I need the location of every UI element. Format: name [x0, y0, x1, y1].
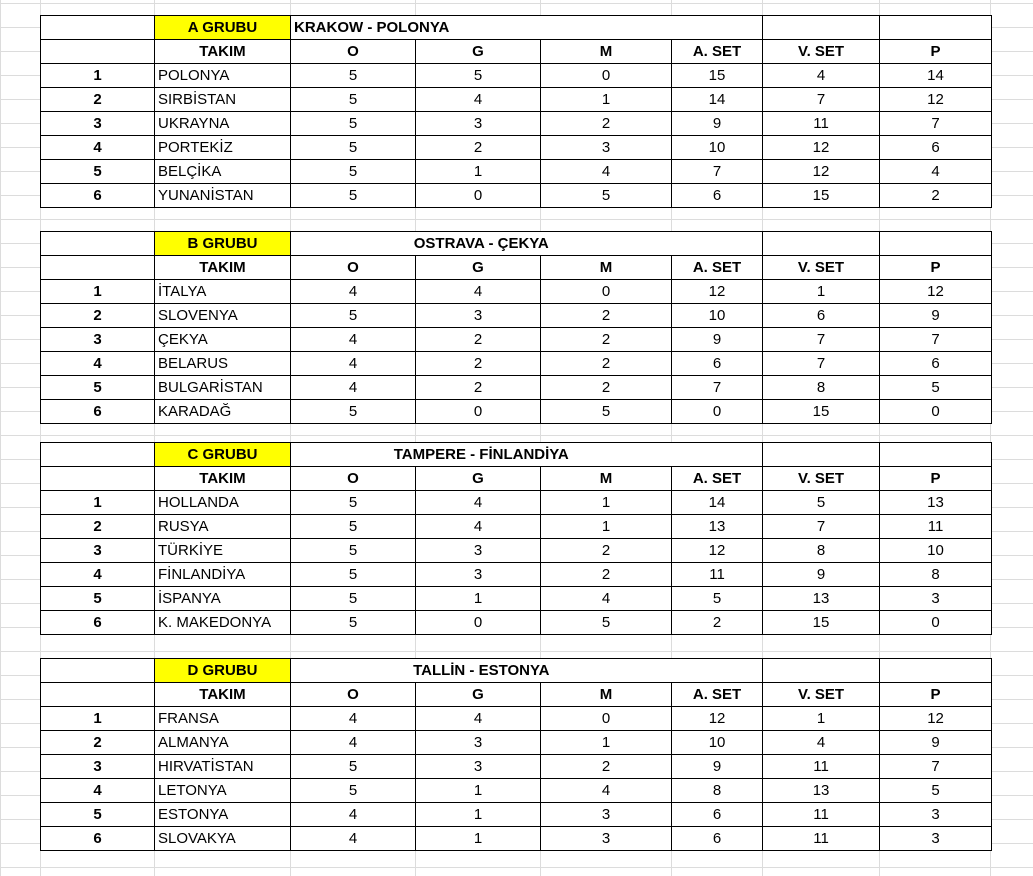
stat-cell[interactable]: 5: [291, 563, 416, 587]
team-name-cell[interactable]: TÜRKİYE: [155, 539, 291, 563]
team-name-cell[interactable]: YUNANİSTAN: [155, 184, 291, 208]
team-name-cell[interactable]: FRANSA: [155, 707, 291, 731]
table-row: [41, 64, 992, 88]
stat-cell[interactable]: 10: [880, 539, 992, 563]
table-row: [41, 827, 992, 851]
stat-cell[interactable]: 10: [672, 136, 763, 160]
stat-cell[interactable]: 3: [880, 803, 992, 827]
empty-cell[interactable]: [672, 659, 763, 683]
stat-cell[interactable]: 6: [672, 184, 763, 208]
stat-cell[interactable]: 9: [672, 755, 763, 779]
rank-cell[interactable]: 3: [41, 112, 155, 136]
table-row: [41, 376, 992, 400]
stat-cell[interactable]: 12: [763, 160, 880, 184]
rank-cell[interactable]: 3: [41, 328, 155, 352]
stat-cell[interactable]: 5: [291, 184, 416, 208]
column-header[interactable]: TAKIM: [155, 40, 291, 64]
stat-cell[interactable]: 4: [416, 88, 541, 112]
column-header[interactable]: A. SET: [672, 40, 763, 64]
table-row: [41, 136, 992, 160]
team-name-cell[interactable]: SLOVAKYA: [155, 827, 291, 851]
group-title-row: [41, 659, 992, 683]
column-header[interactable]: A. SET: [672, 683, 763, 707]
column-header-row: [41, 256, 992, 280]
stat-cell[interactable]: 1: [416, 779, 541, 803]
column-header[interactable]: O: [291, 683, 416, 707]
column-header[interactable]: O: [291, 40, 416, 64]
stat-cell[interactable]: 0: [880, 400, 992, 424]
stat-cell[interactable]: 13: [763, 779, 880, 803]
column-header[interactable]: G: [416, 256, 541, 280]
stat-cell[interactable]: 0: [672, 400, 763, 424]
stat-cell[interactable]: 4: [291, 827, 416, 851]
stat-cell[interactable]: 13: [763, 587, 880, 611]
stat-cell[interactable]: 4: [541, 160, 672, 184]
table-row: [41, 352, 992, 376]
table-row: [41, 587, 992, 611]
group-table: [40, 658, 992, 851]
rank-cell[interactable]: 6: [41, 400, 155, 424]
column-header[interactable]: TAKIM: [155, 467, 291, 491]
empty-cell[interactable]: [41, 467, 155, 491]
group-title-row: [41, 443, 992, 467]
stat-cell[interactable]: 5: [880, 779, 992, 803]
column-header[interactable]: M: [541, 683, 672, 707]
stat-cell[interactable]: 5: [672, 587, 763, 611]
stat-cell[interactable]: 5: [291, 64, 416, 88]
rank-cell[interactable]: 2: [41, 515, 155, 539]
stat-cell[interactable]: 5: [291, 779, 416, 803]
table-row: [41, 539, 992, 563]
stat-cell[interactable]: 0: [416, 184, 541, 208]
empty-cell[interactable]: [880, 443, 992, 467]
stat-cell[interactable]: 2: [416, 352, 541, 376]
stat-cell[interactable]: 8: [763, 539, 880, 563]
stat-cell[interactable]: 8: [880, 563, 992, 587]
stat-cell[interactable]: 11: [880, 515, 992, 539]
stat-cell[interactable]: 5: [291, 539, 416, 563]
table-row: [41, 515, 992, 539]
stat-cell[interactable]: 4: [541, 779, 672, 803]
stat-cell[interactable]: 9: [880, 731, 992, 755]
rank-cell[interactable]: 5: [41, 587, 155, 611]
table-row: [41, 779, 992, 803]
stat-cell[interactable]: 3: [541, 803, 672, 827]
stat-cell[interactable]: 2: [541, 376, 672, 400]
team-name-cell[interactable]: PORTEKİZ: [155, 136, 291, 160]
group-name[interactable]: C GRUBU: [155, 443, 291, 467]
group-name[interactable]: D GRUBU: [155, 659, 291, 683]
column-header[interactable]: G: [416, 40, 541, 64]
stat-cell[interactable]: 1: [763, 707, 880, 731]
stat-cell[interactable]: 4: [880, 160, 992, 184]
team-name-cell[interactable]: LETONYA: [155, 779, 291, 803]
rank-cell[interactable]: 1: [41, 707, 155, 731]
rank-cell[interactable]: 3: [41, 539, 155, 563]
stat-cell[interactable]: 2: [541, 539, 672, 563]
stat-cell[interactable]: 5: [291, 160, 416, 184]
column-header[interactable]: P: [880, 683, 992, 707]
stat-cell[interactable]: 4: [291, 352, 416, 376]
team-name-cell[interactable]: BULGARİSTAN: [155, 376, 291, 400]
column-header[interactable]: P: [880, 256, 992, 280]
stat-cell[interactable]: 5: [291, 112, 416, 136]
stat-cell[interactable]: 11: [763, 827, 880, 851]
empty-cell[interactable]: [41, 40, 155, 64]
rank-cell[interactable]: 4: [41, 352, 155, 376]
column-header[interactable]: V. SET: [763, 40, 880, 64]
stat-cell[interactable]: 5: [541, 184, 672, 208]
stat-cell[interactable]: 10: [672, 304, 763, 328]
stat-cell[interactable]: 3: [416, 304, 541, 328]
rank-cell[interactable]: 6: [41, 184, 155, 208]
stat-cell[interactable]: 12: [880, 88, 992, 112]
empty-cell[interactable]: [41, 256, 155, 280]
stat-cell[interactable]: 8: [763, 376, 880, 400]
stat-cell[interactable]: 1: [416, 587, 541, 611]
stat-cell[interactable]: 11: [763, 755, 880, 779]
stat-cell[interactable]: 2: [541, 304, 672, 328]
stat-cell[interactable]: 5: [763, 491, 880, 515]
group-city[interactable]: TAMPERE - FİNLANDİYA: [291, 443, 672, 467]
team-name-cell[interactable]: POLONYA: [155, 64, 291, 88]
stat-cell[interactable]: 5: [416, 64, 541, 88]
empty-cell[interactable]: [880, 232, 992, 256]
column-header[interactable]: A. SET: [672, 256, 763, 280]
stat-cell[interactable]: 2: [541, 328, 672, 352]
stat-cell[interactable]: 15: [763, 184, 880, 208]
empty-cell[interactable]: [672, 16, 763, 40]
table-row: [41, 611, 992, 635]
column-header[interactable]: O: [291, 467, 416, 491]
stat-cell[interactable]: 15: [763, 611, 880, 635]
stat-cell[interactable]: 3: [541, 136, 672, 160]
stat-cell[interactable]: 3: [416, 112, 541, 136]
stat-cell[interactable]: 5: [291, 755, 416, 779]
stat-cell[interactable]: 5: [541, 400, 672, 424]
stat-cell[interactable]: 3: [416, 755, 541, 779]
stat-cell[interactable]: 3: [880, 827, 992, 851]
stat-cell[interactable]: 6: [672, 803, 763, 827]
stat-cell[interactable]: 4: [763, 64, 880, 88]
column-header[interactable]: P: [880, 40, 992, 64]
table-row: [41, 184, 992, 208]
stat-cell[interactable]: 4: [291, 707, 416, 731]
rank-cell[interactable]: 4: [41, 563, 155, 587]
column-header[interactable]: V. SET: [763, 467, 880, 491]
stat-cell[interactable]: 8: [672, 779, 763, 803]
team-name-cell[interactable]: KARADAĞ: [155, 400, 291, 424]
column-header[interactable]: G: [416, 467, 541, 491]
stat-cell[interactable]: 7: [880, 328, 992, 352]
rank-cell[interactable]: 6: [41, 611, 155, 635]
group-table: [40, 15, 992, 208]
stat-cell[interactable]: 1: [763, 280, 880, 304]
team-name-cell[interactable]: SIRBİSTAN: [155, 88, 291, 112]
stat-cell[interactable]: 2: [541, 112, 672, 136]
empty-cell[interactable]: [880, 16, 992, 40]
stat-cell[interactable]: 14: [672, 88, 763, 112]
rank-cell[interactable]: 2: [41, 88, 155, 112]
empty-cell[interactable]: [41, 232, 155, 256]
stat-cell[interactable]: 4: [291, 731, 416, 755]
stat-cell[interactable]: 4: [416, 707, 541, 731]
rank-cell[interactable]: 1: [41, 491, 155, 515]
stat-cell[interactable]: 6: [880, 352, 992, 376]
stat-cell[interactable]: 6: [672, 352, 763, 376]
stat-cell[interactable]: 2: [416, 376, 541, 400]
table-row: [41, 755, 992, 779]
stat-cell[interactable]: 12: [880, 707, 992, 731]
team-name-cell[interactable]: HIRVATİSTAN: [155, 755, 291, 779]
empty-cell[interactable]: [763, 232, 880, 256]
stat-cell[interactable]: 7: [763, 328, 880, 352]
stat-cell[interactable]: 3: [880, 587, 992, 611]
column-header-row: [41, 467, 992, 491]
column-header[interactable]: A. SET: [672, 467, 763, 491]
table-row: [41, 112, 992, 136]
column-header[interactable]: G: [416, 683, 541, 707]
rank-cell[interactable]: 5: [41, 160, 155, 184]
stat-cell[interactable]: 9: [672, 328, 763, 352]
stat-cell[interactable]: 14: [880, 64, 992, 88]
table-row: [41, 731, 992, 755]
team-name-cell[interactable]: UKRAYNA: [155, 112, 291, 136]
table-row: [41, 563, 992, 587]
column-header[interactable]: O: [291, 256, 416, 280]
stat-cell[interactable]: 4: [291, 328, 416, 352]
stat-cell[interactable]: 6: [672, 827, 763, 851]
column-header-row: [41, 683, 992, 707]
table-row: [41, 88, 992, 112]
stat-cell[interactable]: 5: [880, 376, 992, 400]
stat-cell[interactable]: 13: [880, 491, 992, 515]
rank-cell[interactable]: 2: [41, 731, 155, 755]
stat-cell[interactable]: 9: [672, 112, 763, 136]
stat-cell[interactable]: 2: [672, 611, 763, 635]
stat-cell[interactable]: 4: [291, 280, 416, 304]
stat-cell[interactable]: 0: [880, 611, 992, 635]
stat-cell[interactable]: 5: [291, 611, 416, 635]
stat-cell[interactable]: 11: [672, 563, 763, 587]
empty-cell[interactable]: [763, 443, 880, 467]
stat-cell[interactable]: 11: [763, 803, 880, 827]
stat-cell[interactable]: 14: [672, 491, 763, 515]
stat-cell[interactable]: 0: [541, 64, 672, 88]
empty-cell[interactable]: [41, 683, 155, 707]
stat-cell[interactable]: 13: [672, 515, 763, 539]
group-title-row: [41, 16, 992, 40]
column-header[interactable]: V. SET: [763, 683, 880, 707]
stat-cell[interactable]: 2: [416, 328, 541, 352]
rank-cell[interactable]: 3: [41, 755, 155, 779]
team-name-cell[interactable]: İSPANYA: [155, 587, 291, 611]
stat-cell[interactable]: 7: [763, 88, 880, 112]
stat-cell[interactable]: 4: [416, 491, 541, 515]
team-name-cell[interactable]: HOLLANDA: [155, 491, 291, 515]
rank-cell[interactable]: 5: [41, 376, 155, 400]
rank-cell[interactable]: 1: [41, 64, 155, 88]
stat-cell[interactable]: 0: [416, 611, 541, 635]
stat-cell[interactable]: 5: [291, 304, 416, 328]
stat-cell[interactable]: 0: [541, 280, 672, 304]
stat-cell[interactable]: 1: [416, 160, 541, 184]
stat-cell[interactable]: 4: [291, 803, 416, 827]
stat-cell[interactable]: 12: [763, 136, 880, 160]
stat-cell[interactable]: 12: [672, 707, 763, 731]
stat-cell[interactable]: 10: [672, 731, 763, 755]
stat-cell[interactable]: 1: [541, 88, 672, 112]
stat-cell[interactable]: 5: [291, 587, 416, 611]
rank-cell[interactable]: 2: [41, 304, 155, 328]
stat-cell[interactable]: 0: [416, 400, 541, 424]
table-row: [41, 280, 992, 304]
empty-cell[interactable]: [41, 16, 155, 40]
table-row: [41, 707, 992, 731]
stat-cell[interactable]: 7: [672, 160, 763, 184]
stat-cell[interactable]: 2: [541, 755, 672, 779]
stat-cell[interactable]: 7: [763, 515, 880, 539]
stat-cell[interactable]: 12: [672, 539, 763, 563]
group-table: [40, 231, 992, 424]
stat-cell[interactable]: 3: [416, 539, 541, 563]
team-name-cell[interactable]: K. MAKEDONYA: [155, 611, 291, 635]
stat-cell[interactable]: 1: [416, 827, 541, 851]
table-row: [41, 160, 992, 184]
stat-cell[interactable]: 3: [541, 827, 672, 851]
stat-cell[interactable]: 15: [763, 400, 880, 424]
stat-cell[interactable]: 11: [763, 112, 880, 136]
stat-cell[interactable]: 5: [291, 88, 416, 112]
group-city[interactable]: OSTRAVA - ÇEKYA: [291, 232, 672, 256]
stat-cell[interactable]: 1: [541, 515, 672, 539]
stat-cell[interactable]: 2: [416, 136, 541, 160]
rank-cell[interactable]: 4: [41, 136, 155, 160]
group-city[interactable]: KRAKOW - POLONYA: [291, 16, 672, 40]
stat-cell[interactable]: 7: [880, 755, 992, 779]
stat-cell[interactable]: 3: [416, 563, 541, 587]
stat-cell[interactable]: 4: [291, 376, 416, 400]
column-header[interactable]: V. SET: [763, 256, 880, 280]
empty-cell[interactable]: [880, 659, 992, 683]
team-name-cell[interactable]: BELARUS: [155, 352, 291, 376]
stat-cell[interactable]: 4: [763, 731, 880, 755]
rank-cell[interactable]: 4: [41, 779, 155, 803]
stat-cell[interactable]: 2: [541, 563, 672, 587]
stat-cell[interactable]: 12: [880, 280, 992, 304]
stat-cell[interactable]: 0: [541, 707, 672, 731]
table-row: [41, 304, 992, 328]
stat-cell[interactable]: 7: [763, 352, 880, 376]
empty-cell[interactable]: [763, 16, 880, 40]
stat-cell[interactable]: 6: [763, 304, 880, 328]
team-name-cell[interactable]: FİNLANDİYA: [155, 563, 291, 587]
rank-cell[interactable]: 5: [41, 803, 155, 827]
stat-cell[interactable]: 1: [541, 491, 672, 515]
stat-cell[interactable]: 2: [541, 352, 672, 376]
stat-cell[interactable]: 6: [880, 136, 992, 160]
stat-cell[interactable]: 12: [672, 280, 763, 304]
stat-cell[interactable]: 4: [416, 280, 541, 304]
stat-cell[interactable]: 7: [880, 112, 992, 136]
group-table: [40, 442, 992, 635]
column-header-row: [41, 40, 992, 64]
team-name-cell[interactable]: ALMANYA: [155, 731, 291, 755]
empty-cell[interactable]: [763, 659, 880, 683]
column-header[interactable]: M: [541, 40, 672, 64]
stat-cell[interactable]: 5: [291, 515, 416, 539]
stat-cell[interactable]: 1: [416, 803, 541, 827]
team-name-cell[interactable]: BELÇİKA: [155, 160, 291, 184]
stat-cell[interactable]: 5: [541, 611, 672, 635]
column-header[interactable]: TAKIM: [155, 683, 291, 707]
column-header[interactable]: TAKIM: [155, 256, 291, 280]
team-name-cell[interactable]: İTALYA: [155, 280, 291, 304]
team-name-cell[interactable]: RUSYA: [155, 515, 291, 539]
stat-cell[interactable]: 9: [880, 304, 992, 328]
group-name[interactable]: A GRUBU: [155, 16, 291, 40]
empty-cell[interactable]: [672, 232, 763, 256]
column-header[interactable]: M: [541, 467, 672, 491]
stat-cell[interactable]: 4: [416, 515, 541, 539]
stat-cell[interactable]: 7: [672, 376, 763, 400]
column-header[interactable]: P: [880, 467, 992, 491]
stat-cell[interactable]: 15: [672, 64, 763, 88]
column-header[interactable]: M: [541, 256, 672, 280]
team-name-cell[interactable]: SLOVENYA: [155, 304, 291, 328]
team-name-cell[interactable]: ÇEKYA: [155, 328, 291, 352]
team-name-cell[interactable]: ESTONYA: [155, 803, 291, 827]
rank-cell[interactable]: 1: [41, 280, 155, 304]
rank-cell[interactable]: 6: [41, 827, 155, 851]
table-row: [41, 328, 992, 352]
stat-cell[interactable]: 5: [291, 400, 416, 424]
stat-cell[interactable]: 4: [541, 587, 672, 611]
stat-cell[interactable]: 5: [291, 136, 416, 160]
empty-cell[interactable]: [41, 659, 155, 683]
stat-cell[interactable]: 9: [763, 563, 880, 587]
stat-cell[interactable]: 1: [541, 731, 672, 755]
empty-cell[interactable]: [41, 443, 155, 467]
table-row: [41, 400, 992, 424]
group-city[interactable]: TALLİN - ESTONYA: [291, 659, 672, 683]
empty-cell[interactable]: [672, 443, 763, 467]
group-name[interactable]: B GRUBU: [155, 232, 291, 256]
stat-cell[interactable]: 2: [880, 184, 992, 208]
group-title-row: [41, 232, 992, 256]
stat-cell[interactable]: 3: [416, 731, 541, 755]
table-row: [41, 803, 992, 827]
table-row: [41, 491, 992, 515]
stat-cell[interactable]: 5: [291, 491, 416, 515]
